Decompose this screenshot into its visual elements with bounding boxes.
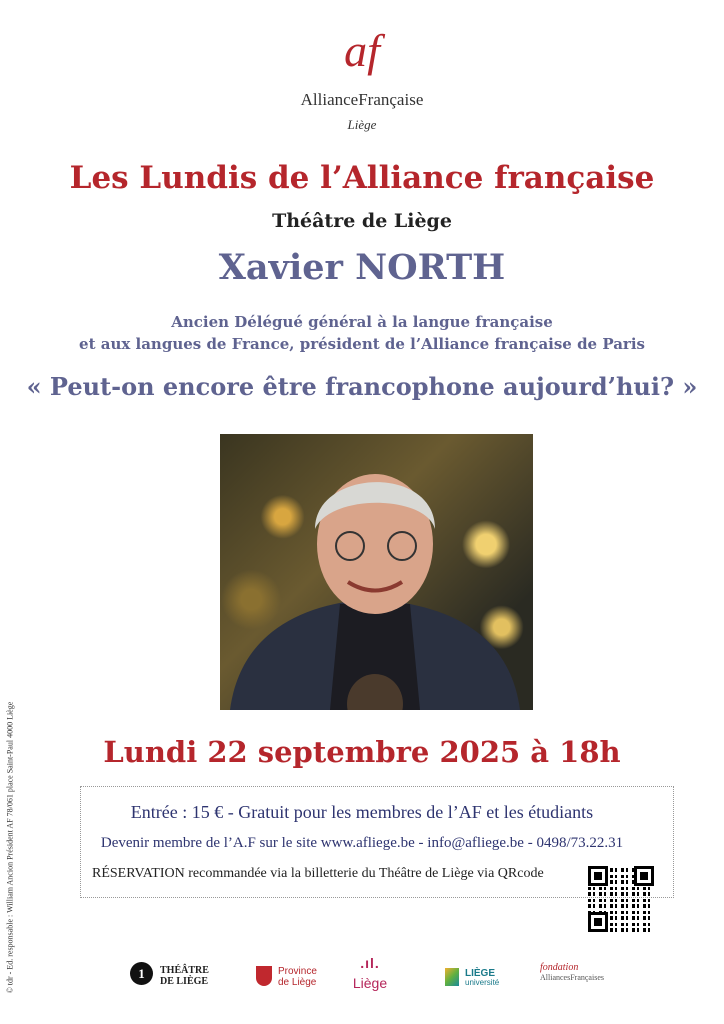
- sponsor-ville-de-liege: [352, 955, 388, 991]
- sponsor-label: AlliancesFrançaises: [540, 973, 604, 982]
- membership-info: Devenir membre de l’A.F sur le site www.afliege.be - info@afliege.be - 0498/73.22.31: [100, 835, 624, 851]
- qr-code[interactable]: [588, 866, 654, 932]
- event-series-title: Les Lundis de l’Alliance française: [69, 160, 655, 196]
- sponsor-label: Liège: [352, 975, 388, 991]
- lecture-title: « Peut-on encore être francophone aujourd’hui? »: [26, 372, 698, 401]
- city-bars-icon: .ıl.: [360, 955, 380, 971]
- reservation-info: RÉSERVATION recommandée via la billetterie du Théâtre de Liège via QRcode: [92, 866, 544, 881]
- price-info: Entrée : 15 € - Gratuit pour les membres de l’AF et les étudiants: [130, 802, 594, 822]
- sponsor-label: LIÈGE: [465, 968, 496, 979]
- speaker-portrait: [220, 434, 533, 710]
- af-logo-name: AllianceFrançaise: [300, 90, 424, 109]
- speaker-role-line1: Ancien Délégué général à la langue française: [171, 313, 553, 331]
- speaker-name: Xavier NORTH: [218, 247, 506, 288]
- sponsor-label: DE LIÈGE: [160, 976, 209, 987]
- event-date: Lundi 22 septembre 2025 à 18h: [103, 735, 621, 769]
- speaker-photo: [220, 434, 533, 710]
- uliege-cube-icon: [445, 968, 459, 986]
- sponsor-label: université: [465, 978, 500, 987]
- theatre-logo-icon: 1: [130, 962, 153, 985]
- af-logo-mark: af: [344, 25, 380, 76]
- sponsor-label: de Liège: [278, 977, 317, 988]
- sponsor-label: Province: [278, 966, 317, 977]
- venue: Théâtre de Liège: [272, 210, 452, 232]
- legal-note: © tdr - Ed. responsable : William Ancion Président AF 78/061 place Saint-Paul 4000 Liège: [5, 701, 15, 994]
- sponsor-label: fondation: [540, 962, 579, 973]
- af-logo-city: Liège: [347, 117, 377, 132]
- sponsor-fondation-alliances: [540, 962, 604, 982]
- sponsor-label: THÉÂTRE: [160, 965, 209, 976]
- province-shield-icon: [256, 966, 272, 986]
- speaker-role-line2: et aux langues de France, président de l’Alliance française de Paris: [79, 335, 645, 353]
